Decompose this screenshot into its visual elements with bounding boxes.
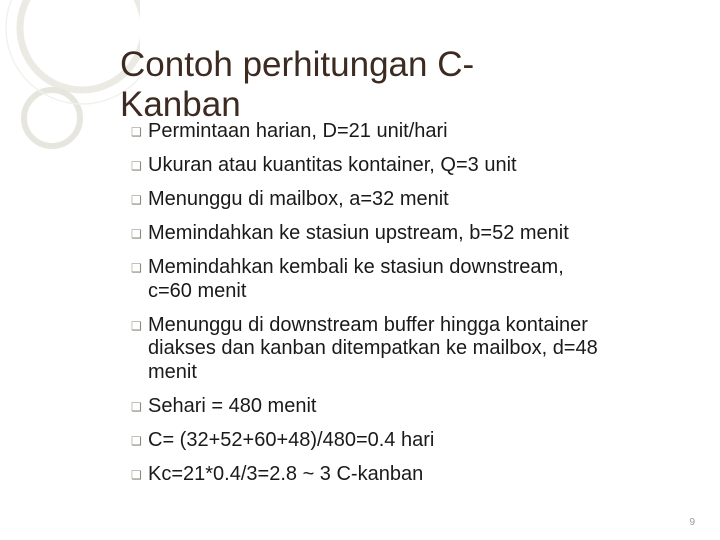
slide-title	[120, 45, 680, 125]
bullet-list	[131, 120, 701, 497]
bullet-item	[131, 429, 701, 453]
bullet-item	[131, 222, 701, 246]
bullet-marker-icon: ❑	[131, 227, 142, 242]
bullet-item	[131, 256, 701, 303]
bullet-item	[131, 395, 701, 419]
bullet-text: Kc=21*0.4/3=2.8 ~ 3 C-kanban	[148, 463, 424, 486]
bullet-text: Menunggu di downstream buffer hingga kontainer diakses dan kanban ditempatkan ke mailbox, d=48 menit	[148, 313, 598, 383]
bullet-marker-icon: ❑	[131, 468, 142, 483]
bullet-marker-icon: ❑	[131, 261, 142, 276]
bullet-text: Memindahkan ke stasiun upstream, b=52 menit	[148, 222, 569, 245]
bullet-marker-icon: ❑	[131, 159, 142, 174]
bullet-marker-icon: ❑	[131, 434, 142, 449]
title-line-1: Contoh perhitungan C-	[120, 45, 475, 85]
bullet-item	[131, 463, 701, 487]
bullet-text: Ukuran atau kuantitas kontainer, Q=3 unit	[148, 154, 517, 177]
bullet-marker-icon: ❑	[131, 318, 142, 333]
bullet-text: Memindahkan kembali ke stasiun downstream, c=60 menit	[148, 256, 564, 302]
bullet-text: Permintaan harian, D=21 unit/hari	[148, 120, 448, 142]
bullet-item	[131, 154, 701, 178]
bullet-text: Menunggu di mailbox, a=32 menit	[148, 188, 449, 211]
bullet-item	[131, 314, 701, 385]
bullet-item	[131, 120, 701, 144]
bullet-marker-icon: ❑	[131, 400, 142, 415]
bullet-text: Sehari = 480 menit	[148, 395, 317, 418]
decorative-rings	[0, 0, 140, 160]
bullet-text: C= (32+52+60+48)/480=0.4 hari	[148, 429, 435, 452]
title-line-2: Kanban	[120, 85, 241, 125]
bullet-marker-icon: ❑	[131, 125, 142, 139]
bullet-marker-icon: ❑	[131, 193, 142, 208]
page-number: 9	[689, 517, 695, 528]
bullet-item	[131, 188, 701, 212]
